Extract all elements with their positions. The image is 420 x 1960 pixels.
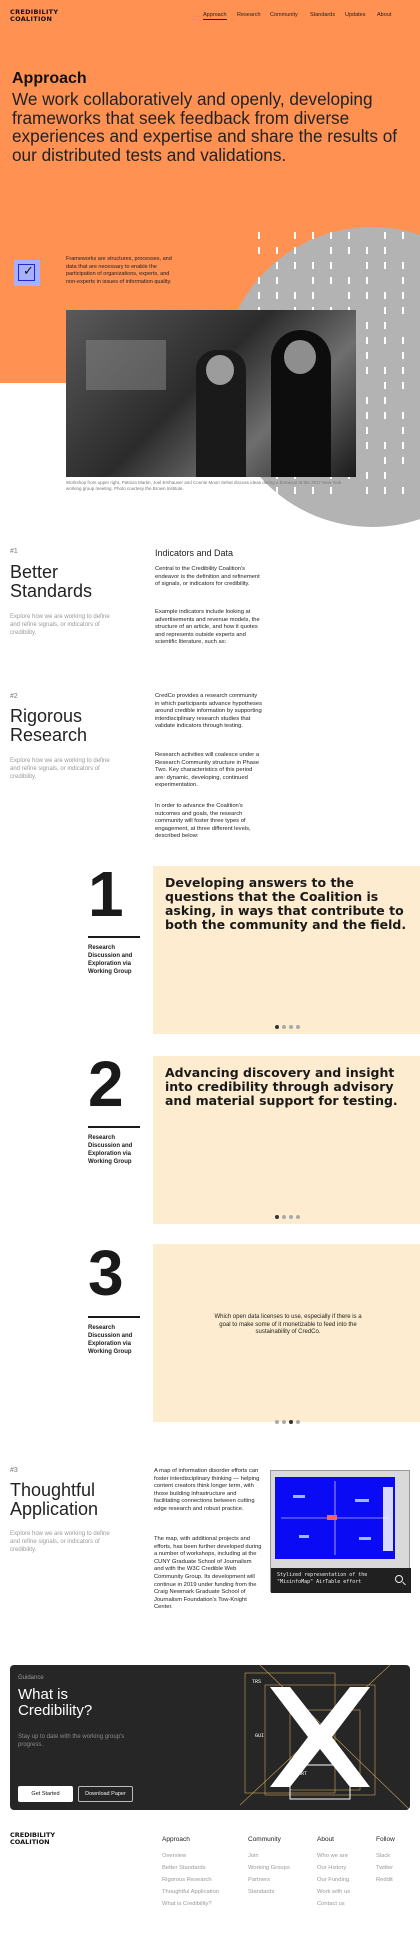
carousel-dots[interactable] bbox=[275, 1411, 303, 1429]
guidance-banner bbox=[10, 1665, 410, 1810]
decorative-dash bbox=[348, 292, 350, 299]
decorative-dash bbox=[384, 292, 386, 299]
decorative-dash bbox=[276, 262, 278, 269]
footer-heading: Approach bbox=[162, 1836, 190, 1843]
footer-link[interactable]: Contact us bbox=[317, 1901, 345, 1907]
decorative-dash bbox=[402, 277, 404, 284]
nav-standards[interactable]: Standards bbox=[310, 12, 336, 18]
footer-link[interactable]: Working Groups bbox=[248, 1865, 290, 1871]
footer-heading: About bbox=[317, 1836, 334, 1843]
section-number: #3 bbox=[10, 1467, 18, 1474]
decorative-dash bbox=[402, 487, 404, 494]
decorative-dash bbox=[312, 262, 314, 269]
application-p1: A map of information disorder efforts can foster interdisciplinary thinking — helping content creators think longer term, with those building infrastructure and facilitating connections between cutting edge research and robust practice. bbox=[154, 1468, 260, 1512]
decorative-dash bbox=[294, 247, 296, 254]
footer-link[interactable]: Standards bbox=[248, 1889, 275, 1895]
logo-line-2: COALITION bbox=[10, 15, 53, 23]
decorative-dash bbox=[402, 292, 404, 299]
decorative-dash bbox=[366, 337, 368, 344]
framework-icon: ✓ bbox=[14, 260, 40, 286]
engagement-number: 1 bbox=[88, 858, 124, 930]
decorative-dash bbox=[312, 232, 314, 239]
decorative-dash bbox=[402, 457, 404, 464]
top-nav bbox=[0, 0, 420, 30]
engagement-label: Research Discussion and Exploration via Working Group bbox=[88, 945, 133, 975]
standards-p2: Example indicators include looking at advertisements and revenue models, the structure of an article, and how it quotes and represents outside experts and scientific literature, such as: bbox=[155, 609, 260, 646]
decorative-dash bbox=[402, 232, 404, 239]
decorative-dash bbox=[366, 247, 368, 254]
hero-subtitle: We work collaboratively and openly, developing frameworks that seek feedback from diverse experiences and expertise and share the results of our distributed tests and validations. bbox=[12, 89, 398, 165]
engagement-label: Research Discussion and Exploration via Working Group bbox=[88, 1325, 133, 1355]
get-started-button[interactable]: Get Started bbox=[18, 1786, 73, 1802]
engagement-card bbox=[153, 1244, 420, 1422]
zoom-icon[interactable] bbox=[395, 1575, 403, 1583]
divider bbox=[88, 936, 140, 938]
guidance-desc: Stay up to date with the working group's progress. bbox=[18, 1734, 125, 1748]
decorative-dash bbox=[402, 442, 404, 449]
guidance-title: What is Credibility? bbox=[18, 1686, 93, 1719]
decorative-dash bbox=[366, 322, 368, 329]
section-number: #1 bbox=[10, 548, 18, 555]
standards-p1: Central to the Credibility Coalition's endeavor is the definition and refinement of signals, or indicators for credibility. bbox=[155, 566, 260, 588]
decorative-dash bbox=[294, 232, 296, 239]
engagement-card-text: Advancing discovery and insight into credibility through advisory and material support for testing. bbox=[165, 1065, 398, 1108]
research-p2: Research activities will coalesce under a Research Community structure in Phase Two. Key characteristics of this period are: dynamic, developing, continued experimentation. bbox=[155, 752, 260, 789]
application-p2: The map, with additional projects and efforts, has been further developed during a number of workshops, including at the CUNY Graduate School of Journalism and with the W3C Credible Web Community Group. Its development will continue in 2019 under funding from the Craig Newmark Graduate School of Journalism Foundation's Tow-Knight Center. bbox=[154, 1536, 262, 1611]
download-paper-button[interactable]: Download Paper bbox=[78, 1786, 133, 1802]
decorative-dash bbox=[384, 322, 386, 329]
decorative-dash bbox=[330, 277, 332, 284]
decorative-dash bbox=[366, 367, 368, 374]
art-label: ART bbox=[298, 1771, 308, 1777]
decorative-dash bbox=[402, 307, 404, 314]
nav-community[interactable]: Community bbox=[270, 12, 298, 18]
decorative-dash bbox=[384, 247, 386, 254]
decorative-dash bbox=[258, 247, 260, 254]
footer-link[interactable]: Better Standards bbox=[162, 1865, 206, 1871]
decorative-dash bbox=[258, 232, 260, 239]
footer-link[interactable]: Join bbox=[248, 1853, 259, 1859]
decorative-dash bbox=[258, 292, 260, 299]
decorative-dash bbox=[312, 277, 314, 284]
decorative-dash bbox=[366, 487, 368, 494]
section-title-research: Rigorous Research bbox=[10, 706, 88, 745]
nav-updates[interactable]: Updates bbox=[345, 12, 366, 18]
decorative-dash bbox=[402, 262, 404, 269]
decorative-dash bbox=[366, 277, 368, 284]
decorative-dash bbox=[384, 307, 386, 314]
footer-heading: Follow bbox=[376, 1836, 395, 1843]
footer-heading: Community bbox=[248, 1836, 281, 1843]
footer-link[interactable]: Thoughtful Application bbox=[162, 1889, 220, 1895]
nav-about[interactable]: About bbox=[377, 12, 392, 18]
decorative-dash bbox=[348, 277, 350, 284]
section-desc: Explore how we are working to define and refine signals, or indicators of credibility. bbox=[10, 758, 110, 780]
section-number: #2 bbox=[10, 693, 18, 700]
workshop-photo bbox=[66, 310, 356, 477]
decorative-dash bbox=[384, 337, 386, 344]
engagement-card bbox=[153, 866, 420, 1034]
logo[interactable] bbox=[10, 9, 58, 23]
carousel-dots[interactable] bbox=[275, 1016, 303, 1034]
logo-line-1: CREDIBILITY bbox=[10, 8, 59, 16]
footer-link[interactable]: Reddit bbox=[376, 1877, 393, 1883]
art-label: GUI bbox=[255, 1733, 265, 1739]
decorative-dash bbox=[276, 277, 278, 284]
map-caption: Stylized representation of the "MisinfoMap" AirTable effort bbox=[277, 1572, 368, 1585]
page-title: Approach bbox=[12, 70, 87, 87]
decorative-dash bbox=[402, 337, 404, 344]
decorative-dash bbox=[384, 412, 386, 419]
decorative-dash bbox=[276, 247, 278, 254]
section-desc: Explore how we are working to define and refine signals, or indicators of credibility. bbox=[10, 1531, 110, 1553]
engagement-label: Research Discussion and Exploration via Working Group bbox=[88, 1135, 133, 1165]
footer-link[interactable]: Our History bbox=[317, 1865, 347, 1871]
decorative-dash bbox=[294, 262, 296, 269]
nav-approach[interactable]: Approach bbox=[203, 12, 227, 18]
decorative-dash bbox=[312, 292, 314, 299]
carousel-dots[interactable] bbox=[275, 1206, 303, 1224]
footer-link[interactable]: Who we are bbox=[317, 1853, 348, 1859]
footer-link[interactable]: Overview bbox=[162, 1853, 187, 1859]
engagement-card-text: Developing answers to the questions that the Coalition is asking, in ways that contribute to both the community and the field. bbox=[165, 875, 407, 932]
nav-research[interactable]: Research bbox=[237, 12, 261, 18]
footer-logo[interactable]: CREDIBILITY COALITION bbox=[10, 1831, 56, 1846]
decorative-dash bbox=[366, 427, 368, 434]
decorative-dash bbox=[366, 442, 368, 449]
footer-link[interactable]: Partners bbox=[248, 1877, 270, 1883]
decorative-dash bbox=[276, 292, 278, 299]
art-label: TRS bbox=[252, 1679, 262, 1685]
x-illustration bbox=[240, 1665, 410, 1810]
research-p1: CredCo provides a research community in which participants advance hypotheses around credible information by supporting interdisciplinary research studies that validate indicators through testing. bbox=[155, 693, 262, 730]
photo-caption: Workshop from upper right, Patricia Martin, Joel Emhauser and Connie Moon Sehat discuss ideas during a breakout at the 2017 New York working group meeting. Photo courtesy the Brown Institute. bbox=[66, 480, 342, 491]
decorative-dash bbox=[348, 232, 350, 239]
indicators-heading: Indicators and Data bbox=[155, 548, 234, 558]
decorative-dash bbox=[402, 382, 404, 389]
engagement-card-text: Which open data licenses to use, especially if there is a goal to make some of it monetizable to feed into the sustainability of CredCo. bbox=[214, 1314, 362, 1335]
decorative-dash bbox=[384, 232, 386, 239]
decorative-dash bbox=[384, 397, 386, 404]
guidance-label: Guidance bbox=[18, 1675, 44, 1681]
decorative-dash bbox=[402, 427, 404, 434]
decorative-dash bbox=[348, 247, 350, 254]
footer-link[interactable]: Work with us bbox=[317, 1889, 351, 1895]
misinfo-map-card[interactable] bbox=[270, 1470, 410, 1592]
section-desc: Explore how we are working to define and refine signals, or indicators of credibility. bbox=[10, 614, 110, 636]
footer-link[interactable]: Our Funding bbox=[317, 1877, 350, 1883]
decorative-dash bbox=[366, 262, 368, 269]
footer-link[interactable]: Twitter bbox=[376, 1865, 394, 1871]
decorative-dash bbox=[366, 292, 368, 299]
decorative-dash bbox=[384, 367, 386, 374]
divider bbox=[88, 1126, 140, 1128]
engagement-number: 2 bbox=[88, 1048, 124, 1120]
decorative-dash bbox=[384, 442, 386, 449]
decorative-dash bbox=[366, 472, 368, 479]
decorative-dash bbox=[366, 397, 368, 404]
engagement-number: 3 bbox=[88, 1237, 124, 1309]
map-caption-bar bbox=[271, 1568, 411, 1593]
divider bbox=[88, 1316, 140, 1318]
intro-text: Frameworks are structures, processes, and data that are necessary to enable the participation of organizations, experts, and non-experts in issues of information quality. bbox=[66, 256, 172, 285]
footer-link[interactable]: Slack bbox=[376, 1853, 391, 1859]
footer-link[interactable]: What is Credibility? bbox=[162, 1901, 212, 1907]
decorative-dash bbox=[402, 367, 404, 374]
decorative-dash bbox=[402, 412, 404, 419]
engagement-card bbox=[153, 1056, 420, 1224]
decorative-dash bbox=[384, 457, 386, 464]
decorative-dash bbox=[366, 352, 368, 359]
decorative-dash bbox=[330, 232, 332, 239]
decorative-dash bbox=[384, 487, 386, 494]
research-p3: In order to advance the Coalition's outcomes and goals, the research community will foster three types of engagement, at three different levels, described below: bbox=[155, 803, 251, 840]
section-title-standards: Better Standards bbox=[10, 562, 93, 601]
map-preview bbox=[275, 1477, 395, 1559]
decorative-dash bbox=[330, 262, 332, 269]
decorative-dash bbox=[384, 382, 386, 389]
decorative-dash bbox=[294, 292, 296, 299]
decorative-dash bbox=[384, 262, 386, 269]
decorative-dash bbox=[330, 247, 332, 254]
footer-link[interactable]: Rigorous Research bbox=[162, 1877, 212, 1883]
decorative-dash bbox=[366, 412, 368, 419]
section-title-application: Thoughtful Application bbox=[10, 1480, 99, 1519]
decorative-dash bbox=[384, 472, 386, 479]
decorative-dash bbox=[258, 277, 260, 284]
decorative-dash bbox=[402, 352, 404, 359]
